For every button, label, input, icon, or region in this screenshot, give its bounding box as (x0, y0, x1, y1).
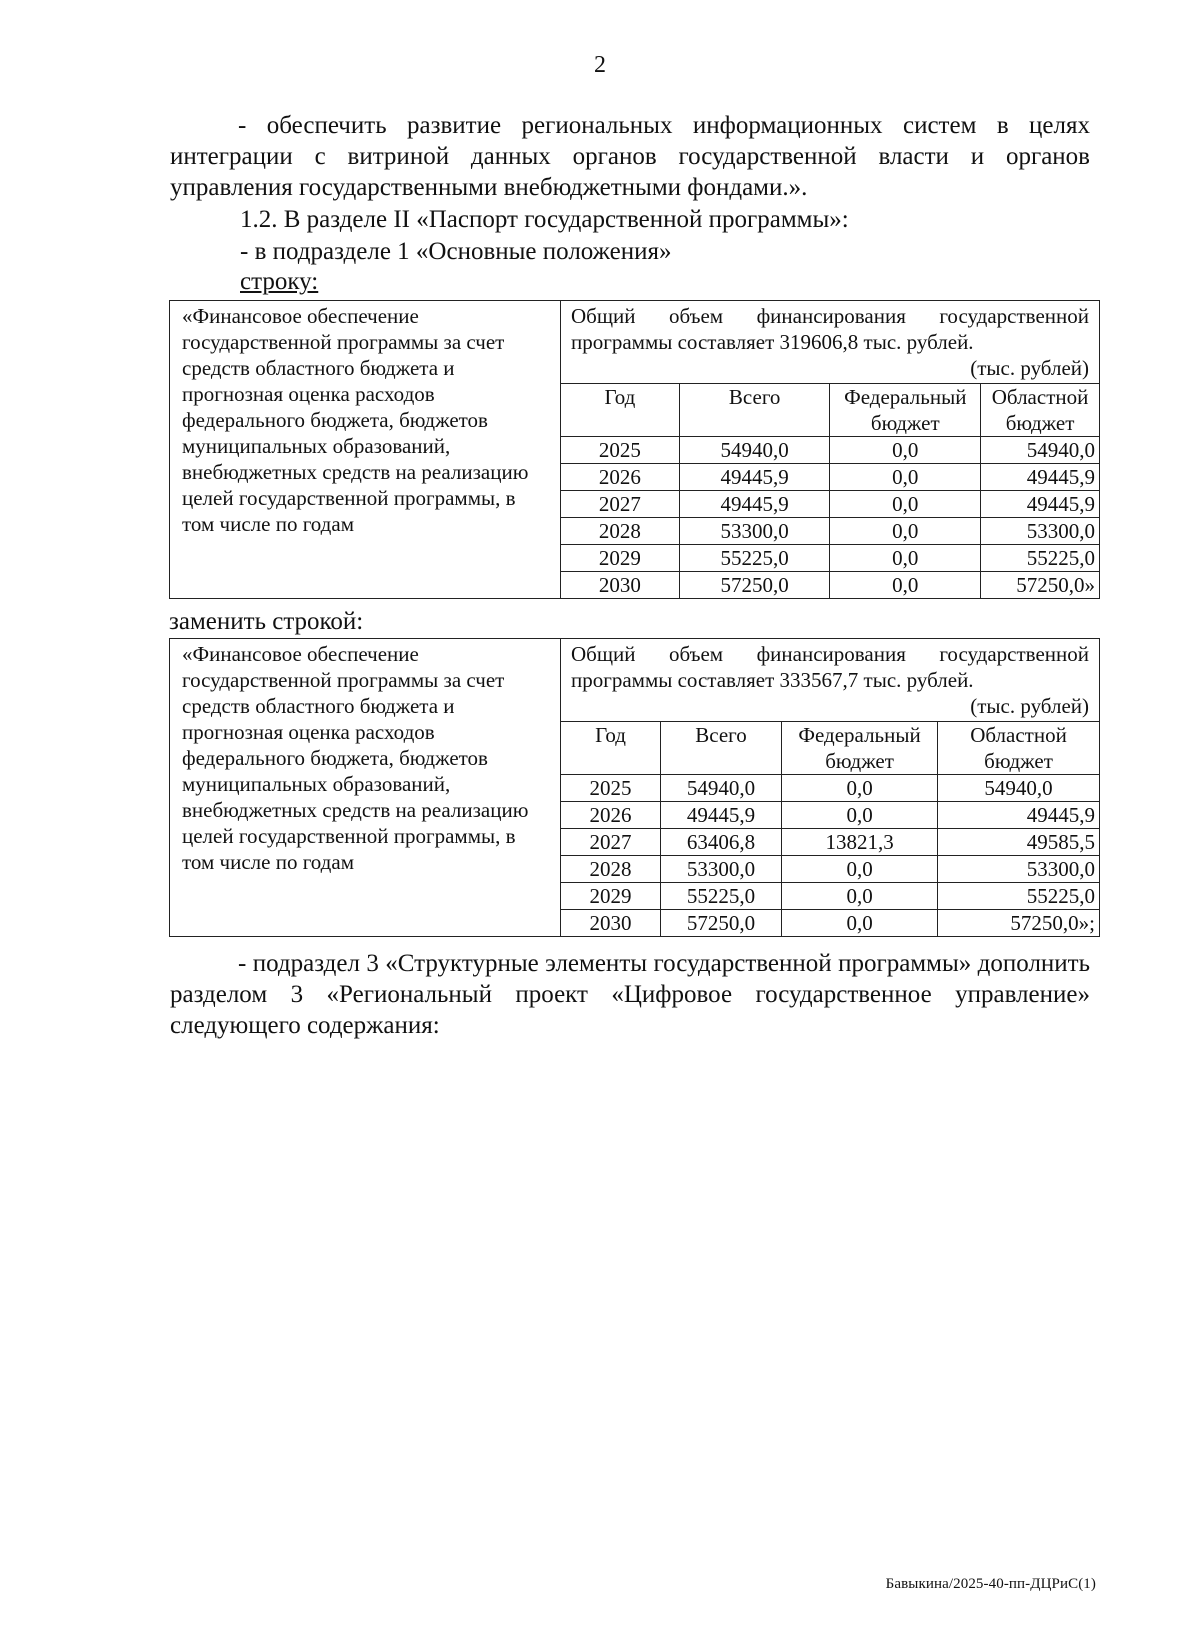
cell-year: 2027 (561, 491, 679, 518)
cell-regional: 55225,0 (981, 545, 1099, 572)
financing-details (561, 301, 1100, 599)
cell-year: 2028 (561, 856, 661, 883)
cell-regional: 49445,9 (981, 491, 1099, 518)
cell-regional: 54940,0 (981, 437, 1099, 464)
cell-year: 2029 (561, 883, 661, 910)
unit-label: (тыс. рублей) (970, 694, 1089, 718)
cell-total: 49445,9 (661, 802, 782, 829)
cell-total: 49445,9 (679, 491, 830, 518)
label-old-row: строку: (240, 268, 319, 295)
financing-details (561, 639, 1100, 937)
table-row (561, 856, 1099, 883)
cell-year: 2026 (561, 802, 661, 829)
cell-regional: 54940,0 (938, 775, 1099, 802)
cell-federal: 0,0 (830, 491, 981, 518)
cell-federal: 0,0 (782, 910, 938, 937)
table-row (561, 464, 1099, 491)
cell-federal: 0,0 (782, 856, 938, 883)
paragraph-section-ii: 1.2. В разделе II «Паспорт государственной программы»: (240, 206, 849, 233)
total-financing-text: Общий объем финансирования государственной программы составляет 319606,8 тыс. рублей. (571, 304, 1089, 354)
cell-year: 2028 (561, 518, 679, 545)
cell-regional: 57250,0» (981, 572, 1099, 599)
cell-federal: 0,0 (782, 802, 938, 829)
paragraph-regional-systems: - обеспечить развитие региональных информационных систем в целях интеграции с витриной данных органов государственной власти и органов управления государственными внебюджетными фондами.». (170, 112, 1090, 201)
table-header-row (561, 384, 1099, 437)
cell-federal: 0,0 (830, 437, 981, 464)
cell-regional: 49445,9 (938, 802, 1099, 829)
cell-total: 54940,0 (661, 775, 782, 802)
table-row (561, 518, 1099, 545)
table-row (561, 437, 1099, 464)
cell-year: 2025 (561, 437, 679, 464)
table-row (561, 802, 1099, 829)
financing-table-new (169, 638, 1100, 937)
header-regional: Областной бюджет (981, 384, 1099, 437)
cell-federal: 0,0 (782, 775, 938, 802)
cell-total: 53300,0 (661, 856, 782, 883)
paragraph-subsection-3: - подраздел 3 «Структурные элементы государственной программы» дополнить разделом 3 «Региональный проект «Цифровое государственное управление» следующего содержания: (170, 950, 1090, 1039)
table-row (561, 572, 1099, 599)
table-row (561, 491, 1099, 518)
cell-total: 55225,0 (679, 545, 830, 572)
paragraph-subsection-1: - в подразделе 1 «Основные положения» (240, 238, 672, 265)
header-regional: Областной бюджет (938, 722, 1099, 775)
table-row (561, 775, 1099, 802)
header-federal: Федеральный бюджет (830, 384, 981, 437)
cell-federal: 13821,3 (782, 829, 938, 856)
table-row (561, 545, 1099, 572)
cell-federal: 0,0 (830, 572, 981, 599)
cell-federal: 0,0 (830, 518, 981, 545)
cell-regional: 49445,9 (981, 464, 1099, 491)
cell-year: 2027 (561, 829, 661, 856)
cell-federal: 0,0 (830, 464, 981, 491)
cell-year: 2029 (561, 545, 679, 572)
table-row (561, 829, 1099, 856)
financing-description: «Финансовое обеспечение государственной программы за счет средств областного бюджета и прогнозная оценка расходов федерального бюджета, бюджетов муниципальных образований, внебюджетных средств на реализацию целей государственной программы, в том числе по годам (170, 301, 561, 599)
total-financing-text: Общий объем финансирования государственной программы составляет 333567,7 тыс. рублей. (571, 642, 1089, 692)
page-number: 2 (594, 52, 606, 78)
label-new-row: заменить строкой: (169, 608, 364, 635)
cell-regional: 53300,0 (981, 518, 1099, 545)
cell-total: 53300,0 (679, 518, 830, 545)
yearly-financing-table (561, 721, 1099, 936)
cell-total: 54940,0 (679, 437, 830, 464)
header-total: Всего (661, 722, 782, 775)
table-row (561, 910, 1099, 937)
yearly-financing-table (561, 383, 1099, 598)
cell-regional: 57250,0»; (938, 910, 1099, 937)
cell-total: 57250,0 (679, 572, 830, 599)
cell-regional: 53300,0 (938, 856, 1099, 883)
cell-regional: 55225,0 (938, 883, 1099, 910)
financing-description: «Финансовое обеспечение государственной программы за счет средств областного бюджета и прогнозная оценка расходов федерального бюджета, бюджетов муниципальных образований, внебюджетных средств на реализацию целей государственной программы, в том числе по годам (170, 639, 561, 937)
cell-total: 55225,0 (661, 883, 782, 910)
cell-total: 49445,9 (679, 464, 830, 491)
unit-label: (тыс. рублей) (970, 356, 1089, 380)
header-total: Всего (679, 384, 830, 437)
table-header-row (561, 722, 1099, 775)
cell-federal: 0,0 (782, 883, 938, 910)
cell-year: 2030 (561, 910, 661, 937)
cell-regional: 49585,5 (938, 829, 1099, 856)
header-year: Год (561, 384, 679, 437)
header-federal: Федеральный бюджет (782, 722, 938, 775)
cell-total: 63406,8 (661, 829, 782, 856)
header-year: Год (561, 722, 661, 775)
cell-year: 2030 (561, 572, 679, 599)
cell-total: 57250,0 (661, 910, 782, 937)
document-footer-code: Бавыкина/2025-40-пп-ДЦРиС(1) (885, 1576, 1096, 1592)
cell-year: 2025 (561, 775, 661, 802)
financing-table-old (169, 300, 1100, 599)
cell-year: 2026 (561, 464, 679, 491)
table-row (561, 883, 1099, 910)
cell-federal: 0,0 (830, 545, 981, 572)
